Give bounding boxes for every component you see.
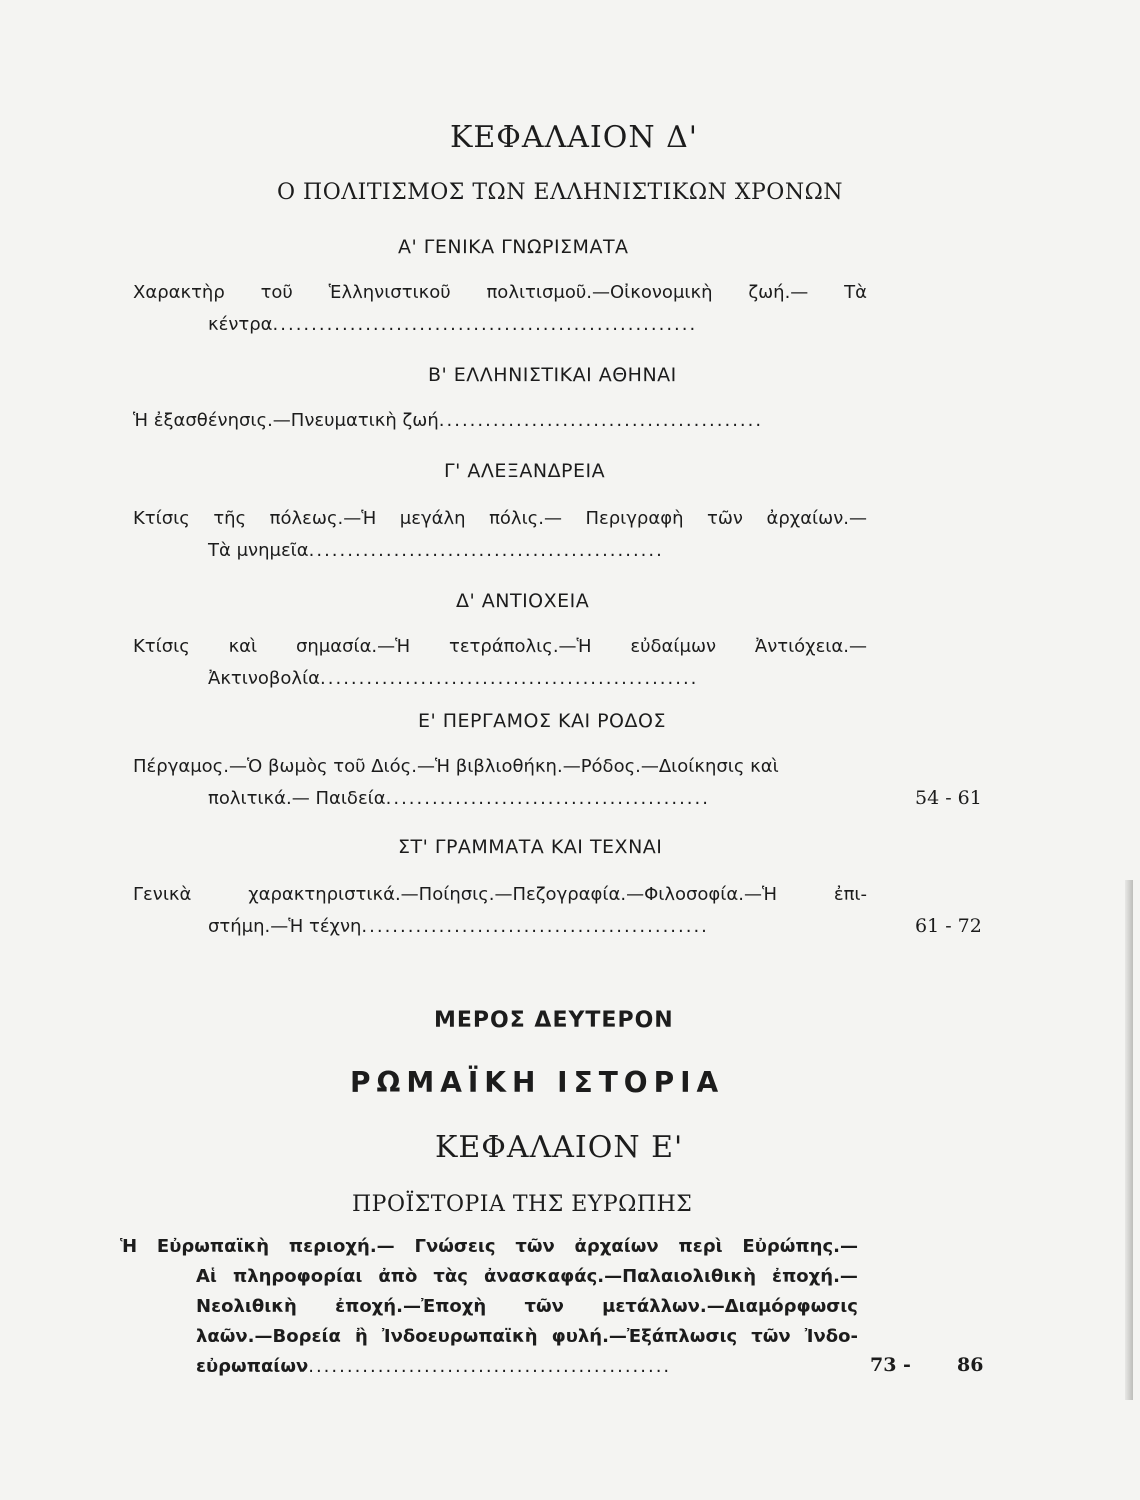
entry-word: μετάλλων.—Διαμόρφωσις — [602, 1296, 858, 1317]
entry-word: Τὰ — [844, 282, 867, 303]
leader-dots: ....................................................... — [272, 314, 698, 335]
leader-dots: ............................................... — [308, 1356, 672, 1377]
section-b-line-1 — [133, 410, 763, 431]
entry-word: τῶν — [515, 1236, 555, 1257]
leader-dots: .......................................... — [438, 410, 764, 431]
leader-dots: .............................................. — [308, 540, 664, 561]
leader-dots: .......................................... — [385, 788, 710, 809]
entry-word: περιοχή.— — [288, 1236, 395, 1257]
entry-text: πολιτικά.— Παιδεία — [208, 788, 386, 809]
section-a-line-2 — [208, 314, 697, 335]
section-d-line-2 — [208, 668, 698, 689]
section-c-heading: Γ' ΑΛΕΞΑΝΔΡΕΙΑ — [444, 460, 606, 482]
entry-word: ἐποχή.— — [772, 1266, 858, 1287]
section-e-heading: Ε' ΠΕΡΓΑΜΟΣ ΚΑΙ ΡΟΔΟΣ — [418, 710, 666, 732]
entry-word: ἀρχαίων.— — [766, 508, 867, 529]
entry-word: Ἀντιόχεια.— — [754, 636, 867, 657]
section-e-line-2 — [208, 788, 710, 809]
chapter-e-line-5 — [196, 1356, 671, 1377]
section-e-pages: 54 - 61 — [915, 787, 982, 809]
entry-word: ἀνασκαφάς.—Παλαιολιθικὴ — [483, 1266, 757, 1287]
page-edge-shadow — [1125, 880, 1133, 1400]
entry-text: Ἀκτινοβολία — [208, 668, 321, 689]
entry-word: Κτίσις — [133, 636, 190, 657]
entry-word: λαῶν.—Βορεία — [196, 1326, 341, 1347]
entry-word: ἢ — [354, 1326, 368, 1347]
leader-dots: ................................................. — [320, 668, 699, 689]
entry-word: μεγάλη — [399, 508, 466, 529]
section-d-heading: Δ' ΑΝΤΙΟΧΕΙΑ — [456, 590, 590, 612]
chapter-e-pages-start: 73 - — [870, 1354, 911, 1376]
chapter-e-line-2 — [196, 1266, 858, 1287]
entry-word: τῶν — [524, 1296, 564, 1317]
entry-word: πολιτισμοῦ.—Οἰκονομικὴ — [486, 282, 713, 303]
entry-word: Γενικὰ — [133, 884, 192, 905]
section-c-line-2 — [208, 540, 664, 561]
entry-word: Γνώσεις — [414, 1236, 496, 1257]
chapter-d-subtitle: Ο ΠΟΛΙΤΙΣΜΟΣ ΤΩΝ ΕΛΛΗΝΙΣΤΙΚΩΝ ΧΡΟΝΩΝ — [277, 180, 844, 205]
entry-word: ἀρχαίων — [574, 1236, 659, 1257]
part-two-title: ΡΩΜΑΪΚΗ ΙΣΤΟΡΙΑ — [350, 1066, 725, 1099]
bleed-through-text — [200, 118, 208, 146]
chapter-e-line-3 — [196, 1296, 858, 1317]
entry-text: Τὰ μνημεῖα — [208, 540, 309, 561]
entry-word: φυλή.—Ἐξάπλωσις — [551, 1326, 738, 1347]
chapter-e-subtitle: ΠΡΟΪΣΤΟΡΙΑ ΤΗΣ ΕΥΡΩΠΗΣ — [352, 1192, 693, 1217]
section-a-line-1 — [133, 282, 867, 303]
entry-word: Ἑλληνιστικοῦ — [328, 282, 451, 303]
entry-word: ζωή.— — [748, 282, 809, 303]
entry-word: περὶ — [678, 1236, 723, 1257]
entry-word: ἀπὸ — [378, 1266, 418, 1287]
entry-text: Ἡ ἐξασθένησις.—Πνευματικὴ ζωή — [133, 410, 439, 431]
entry-word: τῆς — [213, 508, 247, 529]
entry-word: Περιγραφὴ — [585, 508, 684, 529]
entry-word: σημασία.—Ἡ — [295, 636, 411, 657]
chapter-e-pages-end: 86 — [957, 1354, 984, 1376]
entry-word: Ἰνδοευρωπαϊκὴ — [381, 1326, 538, 1347]
entry-word: τὰς — [433, 1266, 468, 1287]
entry-word: ἐποχή.—Ἐποχὴ — [335, 1296, 487, 1317]
section-f-pages: 61 - 72 — [915, 915, 982, 937]
section-f-heading: ΣΤ' ΓΡΑΜΜΑΤΑ ΚΑΙ ΤΕΧΝΑΙ — [398, 836, 663, 858]
entry-text: κέντρα — [208, 314, 273, 335]
chapter-e-line-4 — [196, 1326, 858, 1347]
chapter-e-line-1 — [120, 1236, 858, 1257]
entry-word: Εὐρώπης.— — [742, 1236, 858, 1257]
section-b-heading: Β' ΕΛΛΗΝΙΣΤΙΚΑΙ ΑΘΗΝΑΙ — [428, 364, 677, 386]
entry-word: πόλις.— — [489, 508, 562, 529]
entry-word: Εὐρωπαϊκὴ — [156, 1236, 270, 1257]
section-f-line-2 — [208, 916, 709, 937]
entry-word: Νεολιθικὴ — [196, 1296, 297, 1317]
chapter-d-title: ΚΕΦΑΛΑΙΟΝ Δ' — [450, 120, 699, 155]
entry-word: χαρακτηριστικά.—Ποίησις.—Πεζογραφία.—Φιλοσοφία.—Ἡ — [248, 884, 778, 905]
entry-word: τῶν — [751, 1326, 791, 1347]
entry-word: Κτίσις — [133, 508, 190, 529]
entry-word: πόλεως.—Ἡ — [269, 508, 377, 529]
section-c-line-1 — [133, 508, 867, 529]
entry-word: Αἱ — [196, 1266, 217, 1287]
entry-text: εὐρωπαίων — [196, 1356, 309, 1377]
entry-text: στήμη.—Ἡ τέχνη — [208, 916, 362, 937]
section-a-heading: Α' ΓΕΝΙΚΑ ΓΝΩΡΙΣΜΑΤΑ — [398, 236, 629, 258]
section-d-line-1 — [133, 636, 867, 657]
entry-word: τετράπολις.—Ἡ — [448, 636, 592, 657]
section-e-line-1: Πέργαμος.—Ὁ βωμὸς τοῦ Διός.—Ἡ βιβλιοθήκη.—Ρόδος.—Διοίκησις καὶ — [133, 756, 779, 777]
entry-word: ἐπι- — [833, 884, 867, 905]
entry-word: πληροφορίαι — [232, 1266, 363, 1287]
section-f-line-1 — [133, 884, 867, 905]
leader-dots: ............................................. — [361, 916, 709, 937]
entry-word: Ἰνδο- — [804, 1326, 858, 1347]
entry-word: Χαρακτὴρ — [133, 282, 225, 303]
chapter-e-title: ΚΕΦΑΛΑΙΟΝ Ε' — [435, 1130, 684, 1165]
entry-word: καὶ — [228, 636, 258, 657]
entry-word: τοῦ — [260, 282, 293, 303]
entry-word: εὐδαίμων — [630, 636, 717, 657]
entry-word: Ἡ — [120, 1236, 138, 1257]
entry-word: τῶν — [707, 508, 743, 529]
part-two-label: ΜΕΡΟΣ ΔΕΥΤΕΡΟΝ — [434, 1008, 674, 1033]
